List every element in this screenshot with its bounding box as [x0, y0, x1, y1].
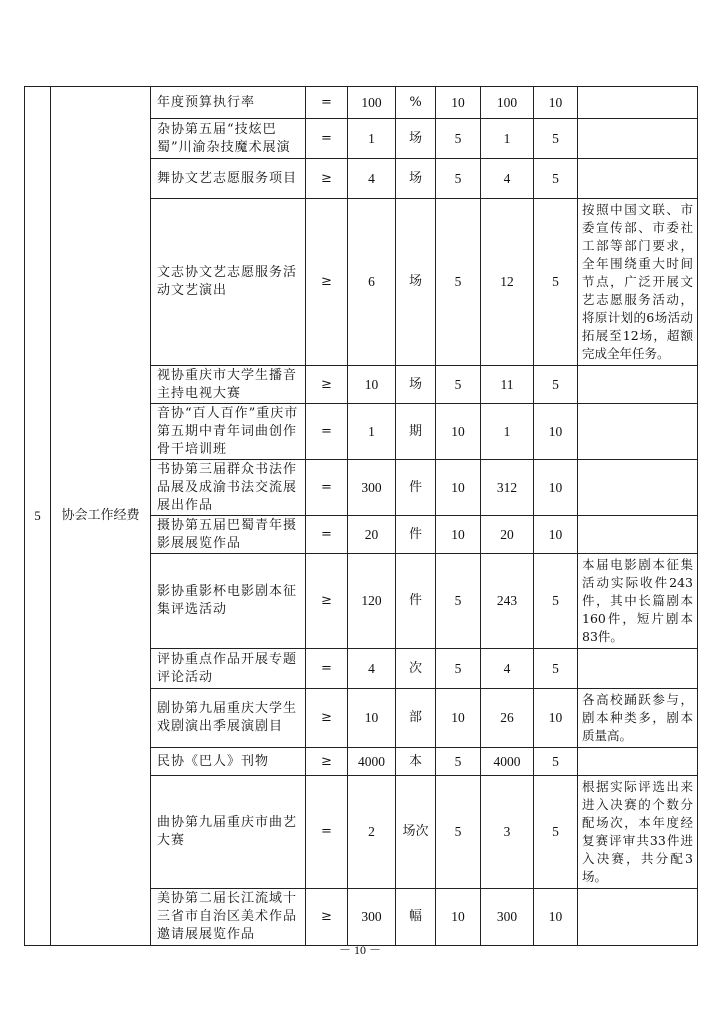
operator: ≥	[306, 554, 348, 649]
weight: 10	[436, 689, 481, 748]
target-value: 300	[348, 889, 396, 946]
operator: ≥	[306, 748, 348, 776]
operator: =	[306, 776, 348, 889]
unit: 件	[396, 516, 436, 554]
actual-value: 4	[481, 649, 534, 689]
indicator-name: 文志协文艺志愿服务活动文艺演出	[151, 199, 306, 366]
operator: =	[306, 87, 348, 119]
unit: 件	[396, 460, 436, 516]
indicator-name: 民协《巴人》刊物	[151, 748, 306, 776]
actual-value: 100	[481, 87, 534, 119]
weight: 5	[436, 366, 481, 404]
weight: 5	[436, 159, 481, 199]
target-value: 1	[348, 404, 396, 460]
note	[578, 516, 698, 554]
score: 5	[534, 776, 578, 889]
score: 5	[534, 748, 578, 776]
score: 5	[534, 649, 578, 689]
unit: 场次	[396, 776, 436, 889]
operator: ≥	[306, 689, 348, 748]
weight: 5	[436, 748, 481, 776]
actual-value: 4000	[481, 748, 534, 776]
indicator-name: 年度预算执行率	[151, 87, 306, 119]
unit: 场	[396, 159, 436, 199]
target-value: 10	[348, 689, 396, 748]
score: 5	[534, 366, 578, 404]
unit: 部	[396, 689, 436, 748]
indicator-name: 曲协第九届重庆市曲艺大赛	[151, 776, 306, 889]
target-value: 1	[348, 119, 396, 159]
actual-value: 3	[481, 776, 534, 889]
indicator-name: 音协“百人百作”重庆市第五期中青年词曲创作骨干培训班	[151, 404, 306, 460]
indicator-name: 摄协第五届巴蜀青年摄影展展览作品	[151, 516, 306, 554]
actual-value: 20	[481, 516, 534, 554]
target-value: 100	[348, 87, 396, 119]
operator: ≥	[306, 366, 348, 404]
target-value: 4	[348, 649, 396, 689]
weight: 5	[436, 119, 481, 159]
weight: 5	[436, 649, 481, 689]
weight: 10	[436, 87, 481, 119]
actual-value: 243	[481, 554, 534, 649]
note	[578, 159, 698, 199]
note: 各高校踊跃参与，剧本种类多，剧本质量高。	[578, 689, 698, 748]
indicator-name: 美协第二届长江流域十三省市自治区美术作品邀请展展览作品	[151, 889, 306, 946]
indicator-name: 评协重点作品开展专题评论活动	[151, 649, 306, 689]
weight: 10	[436, 516, 481, 554]
actual-value: 12	[481, 199, 534, 366]
note: 本届电影剧本征集活动实际收件243件，其中长篇剧本160件，短片剧本83件。	[578, 554, 698, 649]
score: 10	[534, 889, 578, 946]
target-value: 4	[348, 159, 396, 199]
note: 根据实际评选出来进入决赛的个数分配场次，本年度经复赛评审共33件进入决赛，共分配3场。	[578, 776, 698, 889]
section-seq: 5	[25, 87, 51, 946]
target-value: 6	[348, 199, 396, 366]
unit: 件	[396, 554, 436, 649]
indicator-name: 书协第三届群众书法作品展及成渝书法交流展展出作品	[151, 460, 306, 516]
target-value: 2	[348, 776, 396, 889]
unit: %	[396, 87, 436, 119]
target-value: 20	[348, 516, 396, 554]
note	[578, 119, 698, 159]
actual-value: 300	[481, 889, 534, 946]
weight: 5	[436, 776, 481, 889]
score: 10	[534, 516, 578, 554]
note	[578, 649, 698, 689]
score: 10	[534, 689, 578, 748]
unit: 场	[396, 119, 436, 159]
weight: 5	[436, 199, 481, 366]
weight: 5	[436, 554, 481, 649]
page-number: － 10 －	[338, 943, 381, 957]
target-value: 10	[348, 366, 396, 404]
unit: 本	[396, 748, 436, 776]
score: 5	[534, 554, 578, 649]
unit: 场	[396, 366, 436, 404]
operator: =	[306, 404, 348, 460]
actual-value: 4	[481, 159, 534, 199]
weight: 10	[436, 404, 481, 460]
weight: 10	[436, 460, 481, 516]
score: 5	[534, 119, 578, 159]
actual-value: 1	[481, 404, 534, 460]
score: 10	[534, 87, 578, 119]
score: 5	[534, 199, 578, 366]
actual-value: 1	[481, 119, 534, 159]
performance-table	[24, 86, 698, 946]
score: 10	[534, 460, 578, 516]
actual-value: 312	[481, 460, 534, 516]
note	[578, 748, 698, 776]
operator: ≥	[306, 159, 348, 199]
note	[578, 366, 698, 404]
target-value: 120	[348, 554, 396, 649]
operator: =	[306, 460, 348, 516]
note	[578, 889, 698, 946]
note	[578, 87, 698, 119]
weight: 10	[436, 889, 481, 946]
indicator-name: 舞协文艺志愿服务项目	[151, 159, 306, 199]
indicator-name: 剧协第九届重庆大学生戏剧演出季展演剧目	[151, 689, 306, 748]
unit: 幅	[396, 889, 436, 946]
unit: 场	[396, 199, 436, 366]
indicator-name: 影协重影杯电影剧本征集评选活动	[151, 554, 306, 649]
unit: 期	[396, 404, 436, 460]
note	[578, 404, 698, 460]
unit: 次	[396, 649, 436, 689]
operator: ≥	[306, 199, 348, 366]
actual-value: 26	[481, 689, 534, 748]
indicator-name: 视协重庆市大学生播音主持电视大赛	[151, 366, 306, 404]
note	[578, 460, 698, 516]
operator: =	[306, 119, 348, 159]
actual-value: 11	[481, 366, 534, 404]
operator: =	[306, 516, 348, 554]
note: 按照中国文联、市委宣传部、市委社工部等部门要求，全年围绕重大时间节点，广泛开展文艺志愿服务活动，将原计划的6场活动拓展至12场，超额完成全年任务。	[578, 199, 698, 366]
target-value: 300	[348, 460, 396, 516]
score: 10	[534, 404, 578, 460]
target-value: 4000	[348, 748, 396, 776]
score: 5	[534, 159, 578, 199]
section-category: 协会工作经费	[51, 87, 151, 946]
operator: =	[306, 649, 348, 689]
indicator-name: 杂协第五届“技炫巴蜀”川渝杂技魔术展演	[151, 119, 306, 159]
operator: ≥	[306, 889, 348, 946]
